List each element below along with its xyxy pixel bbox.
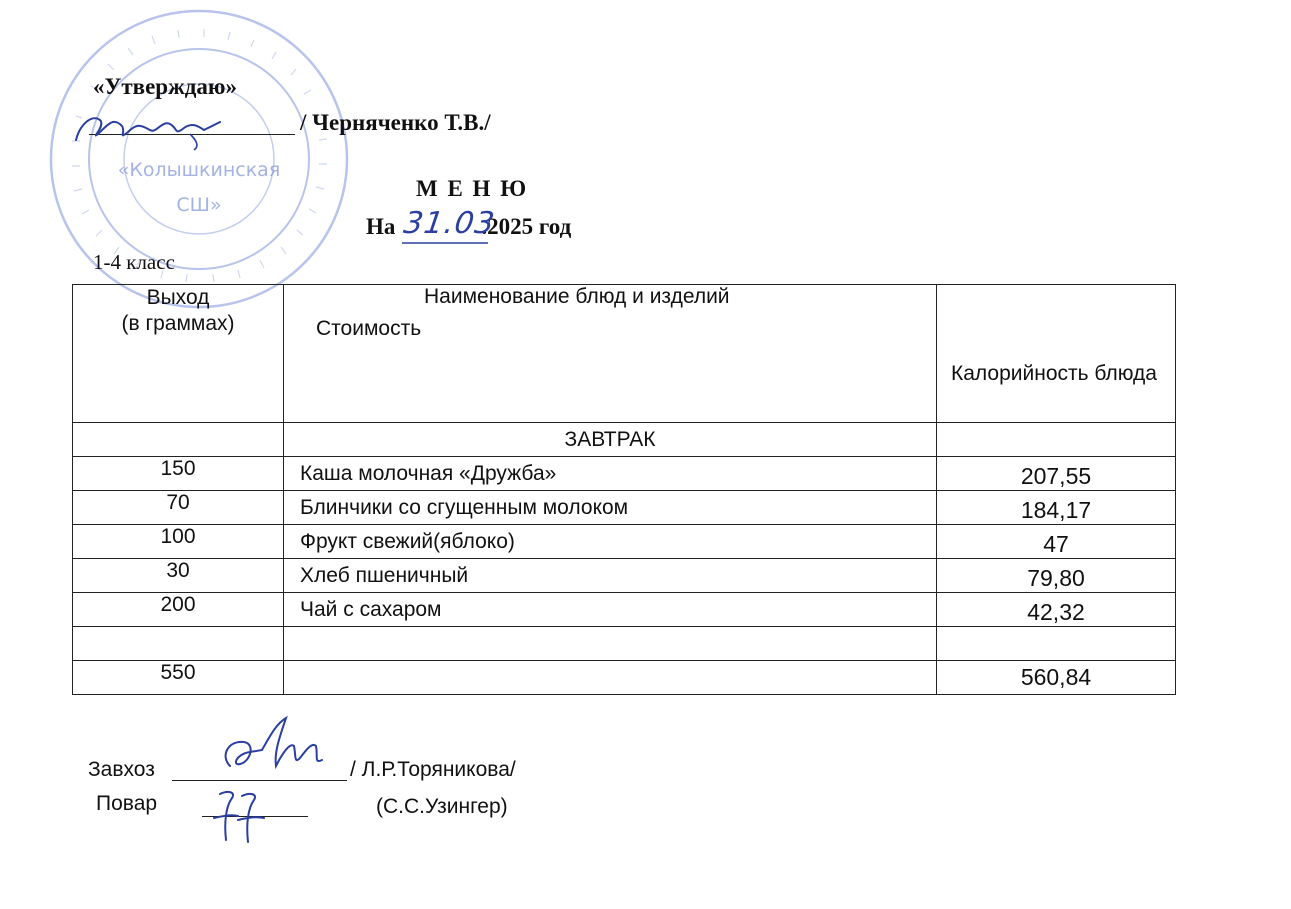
row-calories: 184,17 [937, 491, 1176, 525]
table-row [73, 559, 1176, 593]
header-output [73, 285, 284, 423]
header-calories-text: Калорийность блюда [951, 362, 1157, 385]
row-calories: 207,55 [937, 457, 1176, 491]
row-calories: 42,32 [937, 593, 1176, 627]
round-seal-stamp [46, 6, 352, 312]
section-title: ЗАВТРАК [284, 423, 937, 457]
table-row [73, 457, 1176, 491]
povar-name: (С.С.Узингер) [376, 795, 508, 818]
row-dish-name: Чай с сахаром [284, 593, 937, 627]
grade-label: 1-4 класс [93, 250, 175, 274]
row-grams: 150 [73, 457, 284, 491]
row-grams: 100 [73, 525, 284, 559]
approval-label: «Утверждаю» [93, 74, 237, 99]
date-prefix: На [366, 214, 396, 239]
povar-signature [206, 782, 276, 848]
header-name-line-2: Стоимость [316, 317, 422, 340]
menu-table [72, 284, 1176, 695]
table-row [73, 593, 1176, 627]
header-output-line-1: Выход [146, 286, 210, 309]
header-name-line-1: Наименование блюд и изделий [424, 285, 730, 308]
blank-row [73, 627, 1176, 661]
stamp-center-text-1: «Колышкинская [117, 159, 281, 181]
table-row [73, 491, 1176, 525]
date-underline [400, 240, 490, 246]
header-output-line-2: (в граммах) [121, 312, 235, 335]
povar-label: Повар [96, 792, 158, 815]
row-dish-name: Блинчики со сгущенным молоком [284, 491, 937, 525]
row-grams: 30 [73, 559, 284, 593]
table-header-row [73, 285, 1176, 423]
director-name: / Черняченко Т.В./ [300, 110, 491, 135]
table-row [73, 525, 1176, 559]
row-grams: 200 [73, 593, 284, 627]
date-suffix: .2025 год [481, 214, 572, 239]
total-grams: 550 [73, 661, 284, 695]
stamp-center-text-2: СШ» [176, 194, 222, 216]
header-name [284, 285, 937, 423]
zavhoz-name: / Л.Р.Торяникова/ [350, 758, 516, 781]
section-row [73, 423, 1176, 457]
total-row [73, 661, 1176, 695]
menu-title: М Е Н Ю [416, 176, 529, 201]
row-grams: 70 [73, 491, 284, 525]
zavhoz-signature [210, 706, 340, 786]
total-calories: 560,84 [937, 661, 1176, 695]
director-signature [70, 100, 230, 152]
date-handwritten: 31.03 [401, 206, 498, 241]
zavhoz-label: Завхоз [88, 758, 155, 781]
row-dish-name: Фрукт свежий(яблоко) [284, 525, 937, 559]
row-calories: 47 [937, 525, 1176, 559]
header-calories [937, 285, 1176, 423]
row-dish-name: Каша молочная «Дружба» [284, 457, 937, 491]
row-calories: 79,80 [937, 559, 1176, 593]
row-dish-name: Хлеб пшеничный [284, 559, 937, 593]
